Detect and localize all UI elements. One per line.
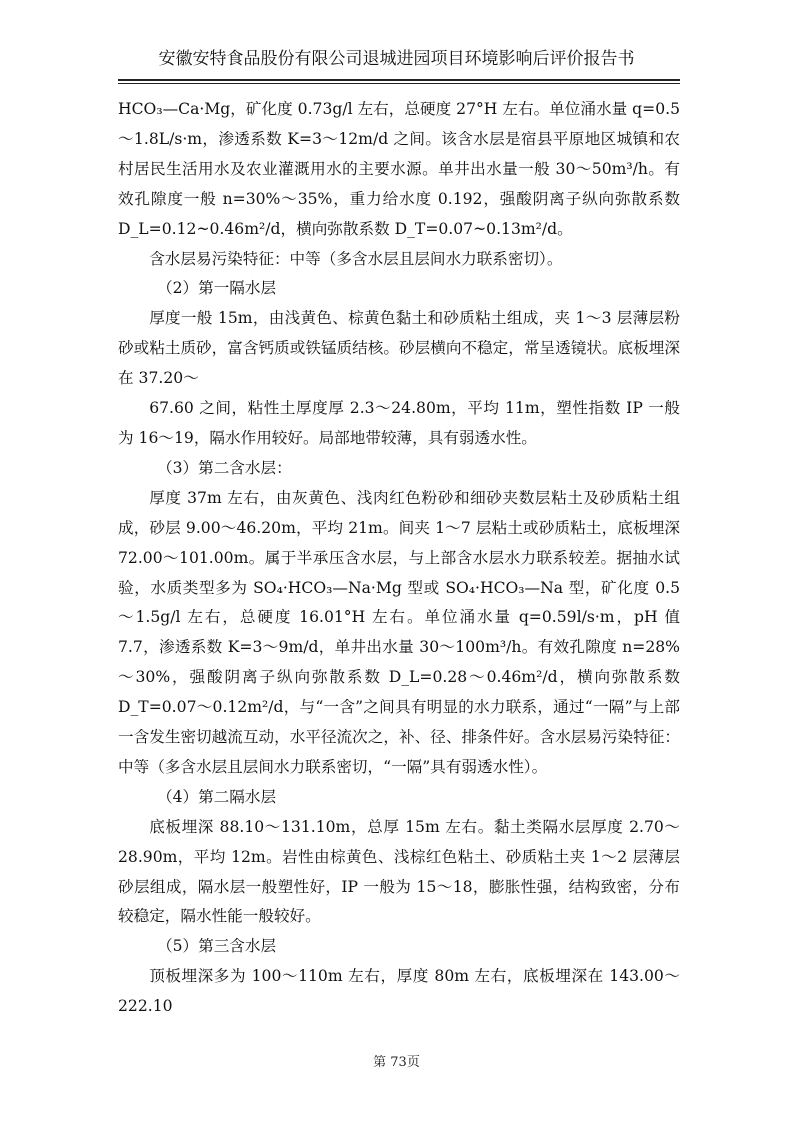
paragraph-aquifer-1-continued: HCO₃—Ca·Mg，矿化度 0.73g/l 左右，总硬度 27°H 左右。单位涌水量 q=0.5～1.8L/s·m，渗透系数 K=3～12m/d 之间。该含水层是宿县平原地区城镇和农村居民生活用水及农业灌溉用水的主要水源。单井出水量一般 30～50m³/h。有效孔隙度一般 n=30%～35%，重力给水度 0.192，强酸阴离子纵向弥散系数 D_L=0.12~0.46m²/d，横向弥散系数 D_T=0.07~0.13m²/d。 — [118, 100, 680, 238]
header-rule-thin — [118, 83, 680, 84]
paragraph-second-aquifer: 厚度 37m 左右，由灰黄色、浅肉红色粉砂和细砂夹数层粘土及砂质粘土组成，砂层 9.00～46.20m，平均 21m。间夹 1～7 层粘土或砂质粘土，底板埋深 72.00～101.00m。属于半承压含水层，与上部含水层水力联系较差。据抽水试验，水质类型多为 SO₄·HCO₃—Na·Mg 型或 SO₄·HCO₃—Na 型，矿化度 0.5～1.5g/l 左右，总硬度 16.01°H 左右。单位涌水量 q=0.59l/s·m，pH 值 7.7，渗透系数 K=3～9m/d，单井出水量 30～100m³/h。有效孔隙度 n=28%～30%，强酸阴离子纵向弥散系数 D_L=0.28～0.46m²/d，横向弥散系数 D_T=0.07～0.12m²/d，与“一含”之间具有明显的水力联系，通过“一隔”与上部一含发生密切越流互动，水平径流次之，补、径、排条件好。含水层易污染特征：中等（多含水层且层间水力联系密切，“一隔”具有弱透水性）。 — [118, 488, 680, 776]
body-text — [118, 95, 680, 1022]
paragraph-first-aquitard-continued: 67.60 之间，粘性土厚度厚 2.3～24.80m，平均 11m，塑性指数 IP 一般为 16～19，隔水作用较好。局部地带较薄，具有弱透水性。 — [118, 399, 680, 447]
paragraph-third-aquifer: 顶板埋深多为 100～110m 左右，厚度 80m 左右，底板埋深在 143.00～222.10 — [118, 967, 680, 1016]
section-heading-second-aquitard: （4）第二隔水层 — [157, 787, 277, 806]
page-number: 第 73页 — [373, 1055, 420, 1070]
header-rule-thick — [118, 79, 680, 81]
paragraph-pollution-feature: 含水层易污染特征：中等（多含水层且层间水力联系密切）。 — [149, 249, 563, 268]
paragraph-first-aquitard: 厚度一般 15m，由浅黄色、棕黄色黏土和砂质粘土组成，夹 1～3 层薄层粉砂或粘土质砂，富含钙质或铁锰质结核。砂层横向不稳定，常呈透镜状。底板埋深在 37.20～ — [118, 309, 680, 388]
section-heading-second-aquifer: （3）第二含水层： — [157, 458, 292, 477]
section-heading-first-aquitard: （2）第一隔水层 — [157, 279, 277, 298]
page-header-title: 安徽安特食品股份有限公司退城进园项目环境影响后评价报告书 — [158, 49, 635, 69]
paragraph-second-aquitard: 底板埋深 88.10～131.10m，总厚 15m 左右。黏土类隔水层厚度 2.70～28.90m，平均 12m。岩性由棕黄色、浅棕红色粘土、砂质粘土夹 1～2 层薄层砂层组成，隔水层一般塑性好，IP 一般为 15～18，膨胀性强，结构致密，分布较稳定，隔水性能一般较好。 — [118, 817, 680, 926]
section-heading-third-aquifer: （5）第三含水层 — [157, 937, 277, 956]
